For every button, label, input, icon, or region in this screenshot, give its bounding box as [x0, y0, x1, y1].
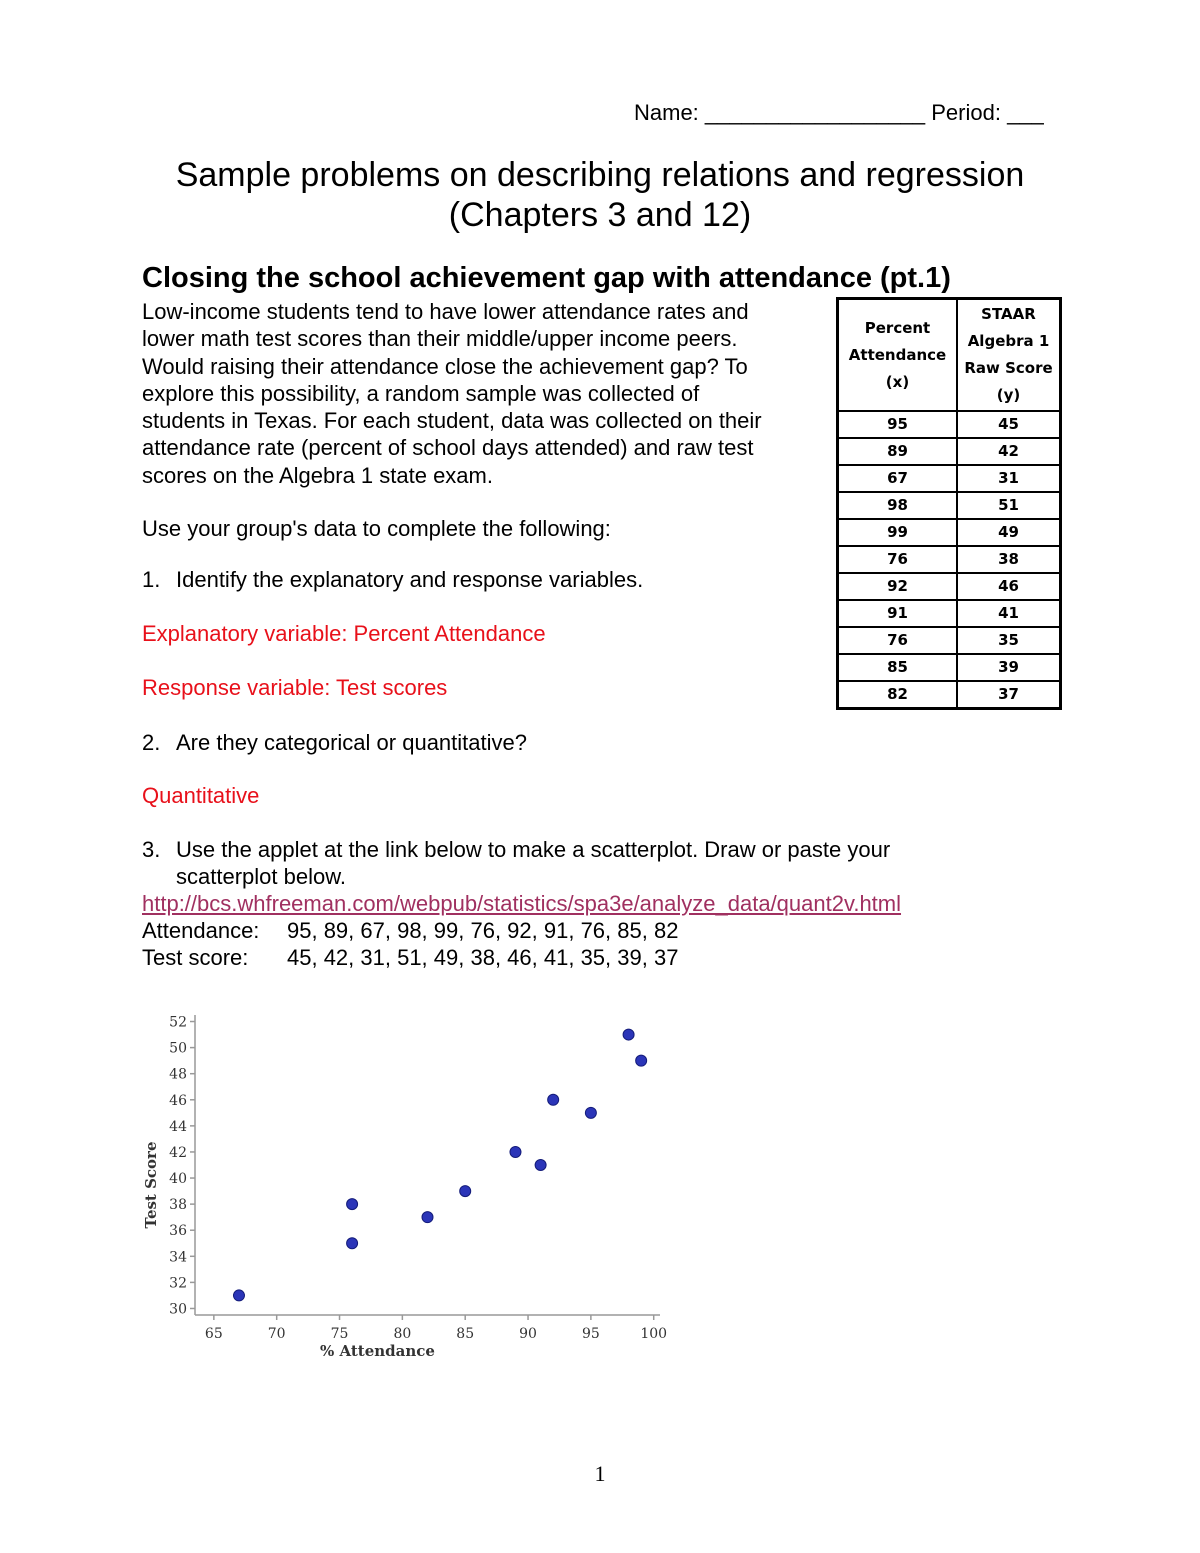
y-tick-label: 40: [169, 1171, 187, 1188]
data-point: [623, 1029, 634, 1040]
attendance-cell: 76: [838, 546, 958, 573]
question-1: [142, 566, 643, 593]
answer-explanatory: Explanatory variable: Percent Attendance: [142, 621, 546, 646]
table-row: [838, 546, 1061, 573]
x-tick-label: 70: [267, 1326, 286, 1342]
attendance-cell: 89: [838, 438, 958, 465]
answer-type: Quantitative: [142, 783, 260, 808]
y-tick-label: 52: [169, 1014, 187, 1031]
y-tick-label: 42: [169, 1144, 187, 1161]
data-point: [347, 1238, 358, 1249]
attendance-label: Attendance:: [142, 918, 260, 943]
x-tick-label: 85: [456, 1326, 475, 1342]
y-tick-label: 34: [169, 1249, 187, 1266]
header-percent-attendance: Percent Attendance (x): [838, 299, 958, 412]
y-axis-label: Test Score: [142, 1141, 160, 1229]
x-tick-label: 65: [204, 1326, 223, 1342]
table-row: [838, 519, 1061, 546]
intro-line: scores on the Algebra 1 state exam.: [142, 462, 493, 488]
title-line-2: (Chapters 3 and 12): [448, 196, 752, 234]
score-cell: 37: [957, 681, 1061, 709]
attendance-cell: 98: [838, 492, 958, 519]
x-tick-label: 95: [581, 1326, 600, 1342]
table-row: [838, 681, 1061, 709]
question-3-continuation: scatterplot below.: [176, 864, 346, 889]
score-values: 45, 42, 31, 51, 49, 38, 46, 41, 35, 39, 37: [287, 945, 679, 970]
title-line-1: Sample problems on describing relations and regression: [175, 156, 1025, 194]
data-point: [460, 1186, 471, 1197]
table-header-row: [838, 299, 1061, 412]
attendance-cell: 85: [838, 654, 958, 681]
score-cell: 51: [957, 492, 1061, 519]
x-tick-label: 100: [640, 1326, 668, 1342]
data-table: [836, 297, 1062, 710]
y-tick-label: 46: [169, 1092, 187, 1109]
y-tick-label: 32: [169, 1275, 187, 1292]
intro-line: Would raising their attendance close the achievement gap? To: [142, 353, 748, 379]
score-cell: 41: [957, 600, 1061, 627]
score-label: Test score:: [142, 945, 249, 970]
intro-line: Low-income students tend to have lower attendance rates and: [142, 299, 749, 324]
question-number: 2.: [142, 730, 161, 755]
table-row: [838, 627, 1061, 654]
score-cell: 46: [957, 573, 1061, 600]
header-staar-score: STAAR Algebra 1 Raw Score (y): [957, 299, 1061, 412]
name-period-line: Name: __________________ Period: ___: [634, 100, 1044, 125]
intro-line: explore this possibility, a random sample was collected of: [142, 380, 700, 406]
page-number: 1: [594, 1461, 606, 1486]
document-title: [0, 155, 1200, 235]
score-cell: 42: [957, 438, 1061, 465]
y-tick-label: 38: [169, 1197, 187, 1214]
data-point: [535, 1160, 546, 1171]
attendance-values: 95, 89, 67, 98, 99, 76, 92, 91, 76, 85, 82: [287, 918, 679, 943]
attendance-cell: 67: [838, 465, 958, 492]
y-tick-label: 50: [169, 1040, 187, 1057]
attendance-cell: 76: [838, 627, 958, 654]
data-point: [636, 1055, 647, 1066]
question-text: Identify the explanatory and response variables.: [176, 567, 644, 592]
x-tick-label: 90: [519, 1326, 537, 1342]
score-cell: 31: [957, 465, 1061, 492]
attendance-cell: 99: [838, 519, 958, 546]
attendance-cell: 91: [838, 600, 958, 627]
question-number: 1.: [142, 567, 161, 592]
x-tick-label: 80: [393, 1326, 412, 1342]
attendance-cell: 82: [838, 681, 958, 709]
data-point: [585, 1107, 596, 1118]
score-cell: 35: [957, 627, 1061, 654]
data-point: [233, 1290, 244, 1301]
y-tick-label: 30: [169, 1301, 187, 1318]
answer-response: Response variable: Test scores: [142, 675, 448, 700]
x-tick-label: 75: [330, 1326, 349, 1342]
intro-line: lower math test scores than their middle/upper income peers.: [142, 326, 738, 352]
question-2: [142, 729, 527, 756]
score-cell: 39: [957, 654, 1061, 681]
intro-line: attendance rate (percent of school days attended) and raw test: [142, 435, 754, 461]
table-row: [838, 438, 1061, 465]
attendance-cell: 95: [838, 411, 958, 438]
table-row: [838, 573, 1061, 600]
intro-paragraph: [142, 298, 822, 489]
question-text: Are they categorical or quantitative?: [176, 730, 527, 755]
y-tick-label: 44: [169, 1118, 187, 1135]
y-tick-label: 48: [169, 1066, 187, 1083]
score-cell: 38: [957, 546, 1061, 573]
scatterplot: [140, 1005, 680, 1370]
applet-link-row: [142, 890, 901, 917]
data-point: [548, 1094, 559, 1105]
x-axis-label: % Attendance: [320, 1342, 435, 1360]
score-cell: 49: [957, 519, 1061, 546]
data-point: [347, 1199, 358, 1210]
table-row: [838, 492, 1061, 519]
table-row: [838, 411, 1061, 438]
score-data-line: [142, 944, 678, 971]
section-heading: Closing the school achievement gap with attendance (pt.1): [142, 262, 951, 294]
attendance-data-line: [142, 917, 678, 944]
instruction-text: Use your group's data to complete the following:: [142, 516, 611, 541]
question-text: Use the applet at the link below to make a scatterplot. Draw or paste your: [176, 837, 891, 862]
applet-link[interactable]: http://bcs.whfreeman.com/webpub/statistics/spa3e/analyze_data/quant2v.html: [142, 891, 902, 916]
score-cell: 45: [957, 411, 1061, 438]
table-row: [838, 600, 1061, 627]
table-row: [838, 465, 1061, 492]
question-3: [142, 836, 890, 863]
question-number: 3.: [142, 837, 161, 862]
data-point: [510, 1146, 521, 1157]
y-tick-label: 36: [169, 1223, 187, 1240]
table-row: [838, 654, 1061, 681]
attendance-cell: 92: [838, 573, 958, 600]
chart-points: [233, 1029, 646, 1301]
intro-line: students in Texas. For each student, data was collected on their: [142, 408, 762, 434]
data-point: [422, 1212, 433, 1223]
